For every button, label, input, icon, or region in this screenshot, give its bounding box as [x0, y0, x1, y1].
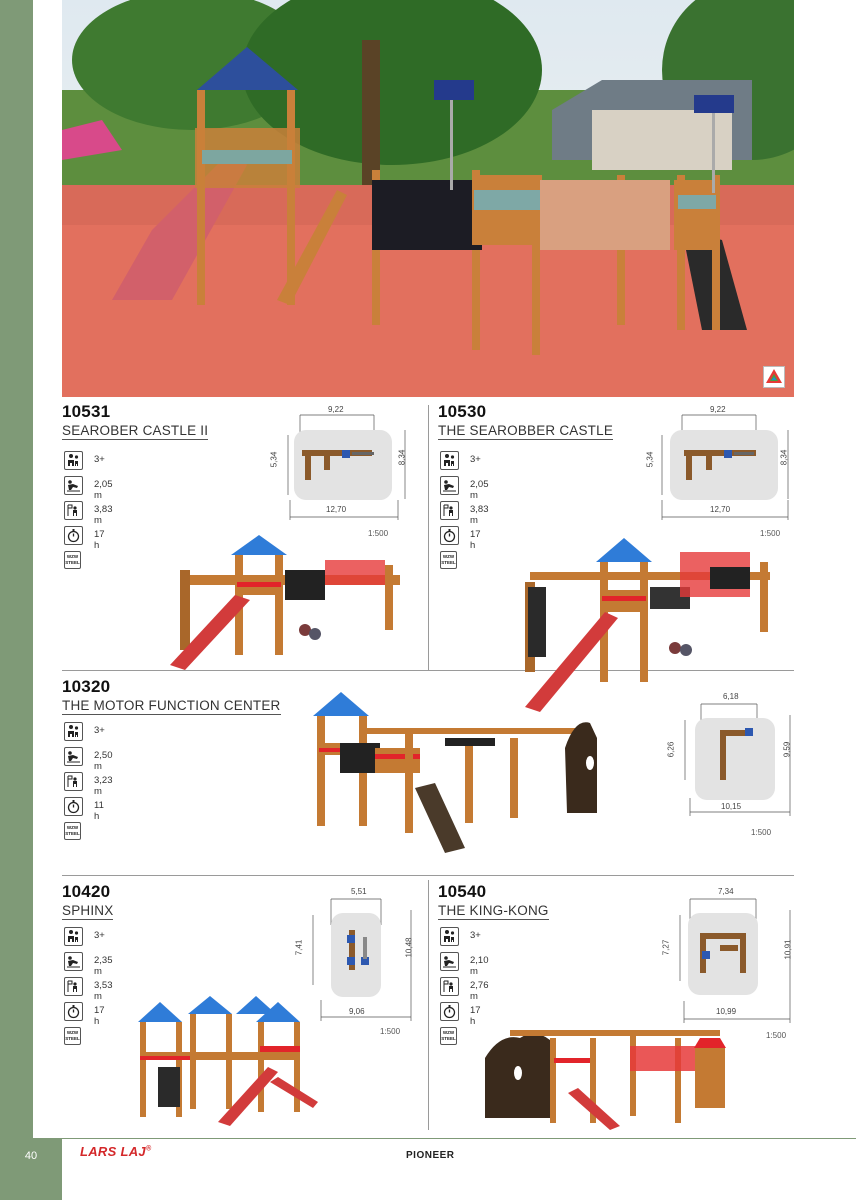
- fall-icon: [64, 952, 83, 971]
- wzw-steel-badge: WZW STEEL: [440, 551, 457, 569]
- plan-scale: 1:500: [751, 828, 772, 837]
- certification-icon: [763, 366, 785, 388]
- column-divider: [428, 880, 429, 1130]
- series-name: PIONEER: [406, 1150, 455, 1161]
- plan-bottom-width: 10,99: [716, 1007, 737, 1016]
- plan-diagram: [660, 885, 795, 1040]
- product-name: SEAROBER CASTLE II: [62, 423, 209, 438]
- plan-bottom-width: 10,15: [721, 802, 742, 811]
- plan-diagram: [645, 405, 794, 540]
- children-icon: [440, 451, 459, 470]
- product-code: 10531: [62, 402, 111, 421]
- page-number: 40: [24, 1150, 38, 1162]
- plan-scale: 1:500: [766, 1031, 787, 1040]
- stopwatch-icon: [64, 797, 83, 816]
- plan-top-width: 7,34: [718, 887, 734, 896]
- fall-icon: [440, 952, 459, 971]
- height-icon: [440, 977, 459, 996]
- stopwatch-icon: [64, 526, 83, 545]
- product-10420: [62, 882, 113, 920]
- column-divider: [428, 405, 429, 670]
- plan-right-depth: 8,34: [397, 449, 407, 466]
- plan-diagram: [665, 690, 795, 840]
- children-icon: [64, 451, 83, 470]
- product-10540: [438, 882, 549, 920]
- stopwatch-icon: [440, 526, 459, 545]
- plan-right-depth: 10,48: [404, 937, 414, 958]
- product-code: 10320: [62, 677, 111, 696]
- product-name: THE KING-KONG: [438, 903, 549, 918]
- product-10531: [62, 402, 208, 440]
- plan-top-width: 5,51: [351, 887, 367, 896]
- product-name: THE SEAROBBER CASTLE: [438, 423, 614, 438]
- playground-photo: [62, 0, 794, 397]
- wzw-steel-badge: WZW STEEL: [64, 551, 81, 569]
- plan-scale: 1:500: [368, 529, 389, 538]
- wzw-steel-badge: WZW STEEL: [64, 822, 81, 840]
- plan-top-width: 9,22: [328, 405, 344, 414]
- product-10320: [62, 677, 281, 715]
- plan-left-depth: 6,26: [666, 741, 676, 758]
- children-icon: [64, 927, 83, 946]
- product-code: 10540: [438, 882, 487, 901]
- product-render: [165, 530, 405, 670]
- wzw-steel-badge: WZW STEEL: [440, 1027, 457, 1045]
- plan-left-depth: 5,34: [645, 451, 655, 468]
- fall-icon: [64, 476, 83, 495]
- plan-scale: 1:500: [760, 529, 781, 538]
- product-render: [480, 1018, 730, 1138]
- plan-left-depth: 7,41: [294, 939, 304, 956]
- plan-right-depth: 10,91: [783, 939, 793, 960]
- product-10530: [438, 402, 613, 440]
- product-code: 10530: [438, 402, 487, 421]
- height-icon: [64, 977, 83, 996]
- plan-bottom-width: 12,70: [326, 505, 347, 514]
- plan-diagram: [269, 405, 418, 540]
- height-icon: [64, 501, 83, 520]
- plan-left-depth: 7,27: [661, 939, 671, 956]
- plan-right-depth: 9,59: [782, 741, 792, 758]
- height-icon: [440, 501, 459, 520]
- product-name: THE MOTOR FUNCTION CENTER: [62, 698, 281, 713]
- plan-scale: 1:500: [380, 1027, 401, 1036]
- product-name: SPHINX: [62, 903, 114, 918]
- fall-icon: [440, 476, 459, 495]
- plan-top-width: 9,22: [710, 405, 726, 414]
- children-icon: [64, 722, 83, 741]
- product-render: [118, 992, 333, 1127]
- product-render: [520, 532, 780, 712]
- product-render: [305, 688, 610, 858]
- plan-bottom-width: 12,70: [710, 505, 731, 514]
- wzw-steel-badge: WZW STEEL: [64, 1027, 81, 1045]
- product-code: 10420: [62, 882, 111, 901]
- height-icon: [64, 772, 83, 791]
- brand-logo: LARS LAJ®: [80, 1144, 152, 1159]
- stopwatch-icon: [64, 1002, 83, 1021]
- plan-bottom-width: 9,06: [349, 1007, 365, 1016]
- plan-left-depth: 5,34: [269, 451, 279, 468]
- plan-top-width: 6,18: [723, 692, 739, 701]
- plan-right-depth: 8,34: [779, 449, 789, 466]
- sidebar-stripe: [0, 0, 33, 1138]
- stopwatch-icon: [440, 1002, 459, 1021]
- footer-divider: [62, 1138, 856, 1139]
- row-divider: [62, 875, 794, 876]
- fall-icon: [64, 747, 83, 766]
- children-icon: [440, 927, 459, 946]
